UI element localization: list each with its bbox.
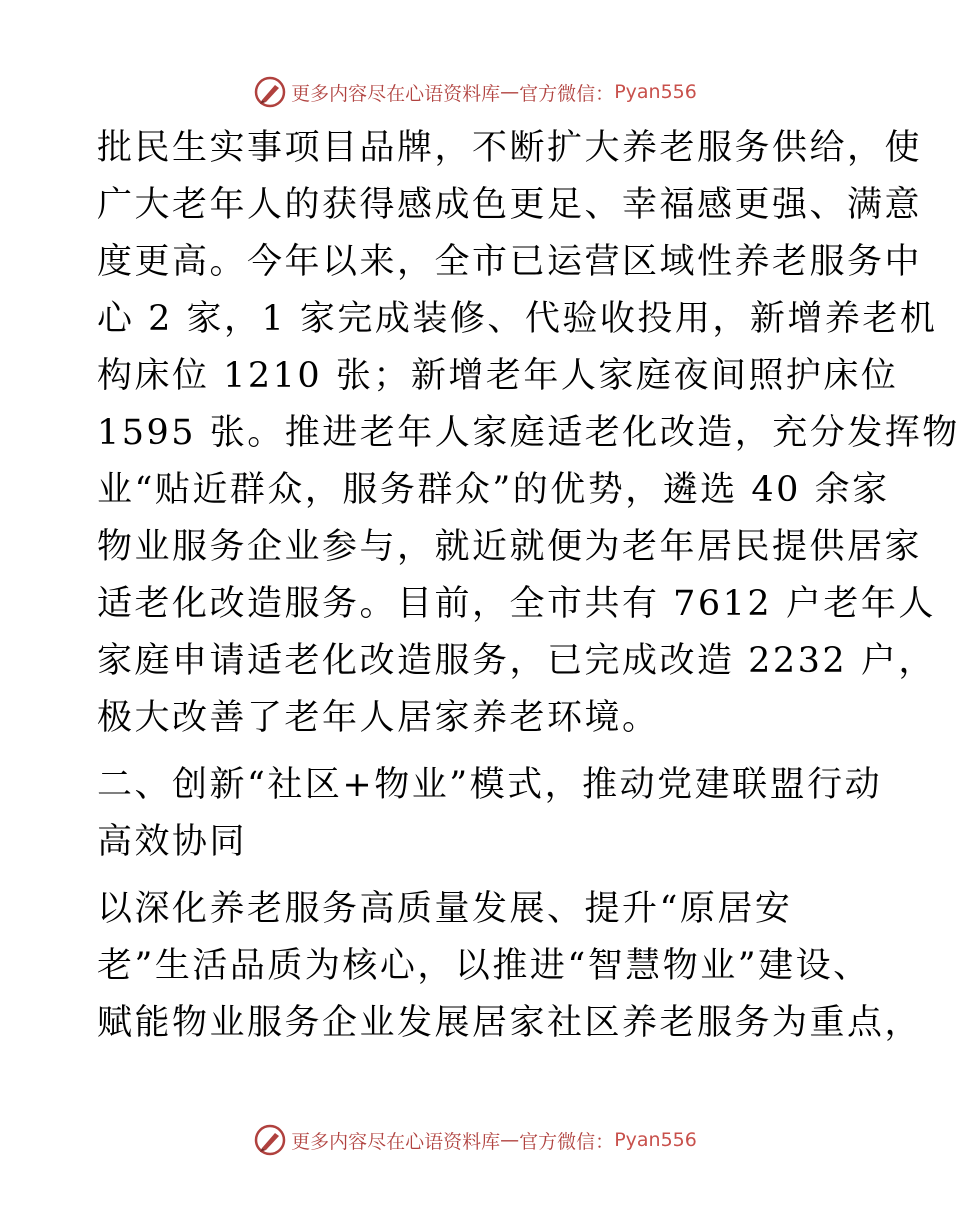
watermark-main-text: 更多内容尽在心语资料库 (291, 82, 501, 105)
text-line: 家庭申请适老化改造服务，已完成改造 2232 户， (97, 641, 936, 681)
text-line: 广大老年人的获得感成色更足、幸福感更强、满意 (97, 185, 923, 225)
paragraph-1 (97, 120, 960, 747)
watermark-dash: — (500, 1129, 520, 1151)
paragraph-2 (97, 881, 923, 1052)
text-line: 适老化改造服务。目前，全市共有 7612 户老年人 (97, 584, 936, 624)
pen-logo-icon (253, 75, 287, 109)
heading-line: 二、创新“社区+物业”模式，推动党建联盟行动 (97, 765, 883, 805)
text-line: 赋能物业服务企业发展居家社区养老服务为重点， (97, 1003, 923, 1043)
text-line: 1595 张。推进老年人家庭适老化改造，充分发挥物 (97, 413, 960, 453)
text-line: 心 2 家，1 家完成装修、代验收投用，新增养老机 (97, 299, 938, 339)
text-line: 批民生实事项目品牌，不断扩大养老服务供给，使 (97, 128, 923, 168)
pen-logo-icon (253, 1123, 287, 1157)
watermark-label: 官方微信： (519, 82, 615, 105)
text-line: 极大改善了老年人居家养老环境。 (97, 698, 660, 738)
text-line: 业“贴近群众，服务群众”的优势，遴选 40 余家 (97, 470, 890, 510)
watermark-main-text: 更多内容尽在心语资料库 (291, 1130, 501, 1153)
text-line: 构床位 1210 张；新增老年人家庭夜间照护床位 (97, 356, 899, 396)
text-line: 以深化养老服务高质量发展、提升“原居安 (97, 889, 793, 929)
watermark-header (0, 72, 950, 112)
text-line: 物业服务企业参与，就近就便为老年居民提供居家 (97, 527, 923, 567)
heading-line: 高效协同 (97, 822, 248, 862)
document-body (97, 120, 960, 1052)
text-line: 老”生活品质为核心，以推进“智慧物业”建设、 (97, 946, 871, 986)
text-line: 度更高。今年以来，全市已运营区域性养老服务中 (97, 242, 923, 282)
watermark-wechat-id: Pyan556 (614, 81, 697, 103)
watermark-wechat-id: Pyan556 (614, 1129, 697, 1151)
watermark-dash: — (500, 81, 520, 103)
section-heading (97, 757, 883, 871)
watermark-label: 官方微信： (519, 1130, 615, 1153)
watermark-footer (0, 1120, 950, 1160)
